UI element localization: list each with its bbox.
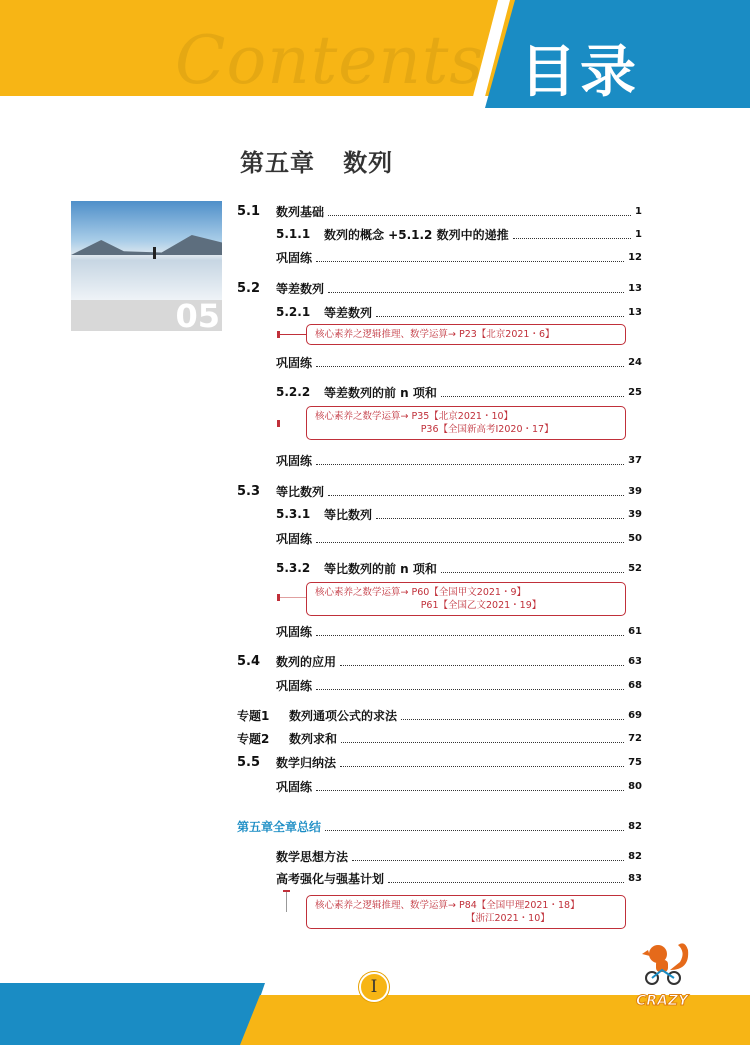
- toc-page: 13: [628, 282, 642, 294]
- toc-title: 等差数列的前 n 项和: [324, 385, 437, 400]
- toc-page: 75: [628, 756, 642, 768]
- toc-page: 1: [635, 205, 642, 217]
- toc-entry[interactable]: [237, 482, 642, 500]
- leader-dots: [441, 396, 624, 397]
- toc-title: 巩固练: [276, 624, 313, 639]
- leader-dots: [328, 292, 624, 293]
- toc-number: 专题1: [237, 708, 270, 723]
- toc-page: 39: [628, 508, 642, 520]
- toc-entry[interactable]: [276, 529, 642, 547]
- toc-number: 5.3: [237, 483, 261, 499]
- toc-title: 巩固练: [276, 355, 313, 370]
- leader-dots: [316, 261, 624, 262]
- toc-entry[interactable]: [237, 729, 642, 747]
- leader-dots: [341, 742, 624, 743]
- footer-blue-band: [0, 983, 265, 1045]
- contents-watermark: Contents: [175, 22, 485, 99]
- leader-dots: [376, 316, 624, 317]
- toc-entry-chapter-summary[interactable]: [237, 817, 642, 835]
- toc-entry[interactable]: [237, 706, 642, 724]
- toc-title: 等比数列: [276, 484, 325, 499]
- toc-number: 专题2: [237, 731, 270, 746]
- toc-number: 5.3.2: [276, 561, 311, 575]
- toc-title: 高考强化与强基计划: [276, 871, 385, 886]
- toc-entry[interactable]: [276, 353, 642, 371]
- leader-dots: [513, 238, 631, 239]
- leader-dots: [316, 542, 624, 543]
- toc-title: 数学归纳法: [276, 755, 337, 770]
- toc-page: 82: [628, 850, 642, 862]
- toc-entry[interactable]: [276, 869, 642, 887]
- chapter-title: 第五章 数列: [240, 148, 394, 177]
- toc-title: 巩固练: [276, 779, 313, 794]
- toc-number: 5.4: [237, 653, 261, 669]
- toc-page: 63: [628, 655, 642, 667]
- toc-page: 61: [628, 625, 642, 637]
- leader-dots: [316, 635, 624, 636]
- toc-page: 82: [628, 820, 642, 832]
- leader-dots: [352, 860, 624, 861]
- toc-number: 5.2.1: [276, 305, 311, 319]
- toc-entry[interactable]: [276, 847, 642, 865]
- leader-dots: [316, 790, 624, 791]
- note-marker: [277, 420, 280, 427]
- note-box: 核心素养之数学运算→ P35【北京2021・10】 P36【全国新高考I2020・17】: [306, 406, 626, 440]
- toc-entry[interactable]: [276, 505, 642, 523]
- toc-number: 5.3.1: [276, 507, 311, 521]
- toc-title: 数列求和: [289, 731, 338, 746]
- toc-page: 13: [628, 306, 642, 318]
- toc-title: 等比数列的前 n 项和: [324, 561, 437, 576]
- mascot-label: CRAZY: [636, 993, 689, 1009]
- note-connector: [280, 597, 306, 598]
- toc-title: 等差数列: [324, 305, 373, 320]
- toc-page: 37: [628, 454, 642, 466]
- page-number: I: [359, 972, 389, 1002]
- toc-number: 5.1: [237, 203, 261, 219]
- leader-dots: [328, 215, 631, 216]
- chapter-badge: 05: [175, 297, 220, 335]
- toc-title: 巩固练: [276, 250, 313, 265]
- leader-dots: [316, 689, 624, 690]
- toc-entry[interactable]: [237, 279, 642, 297]
- toc-page: 80: [628, 780, 642, 792]
- toc-entry[interactable]: [276, 622, 642, 640]
- note-connector: [280, 334, 306, 335]
- note-box: 核心素养之逻辑推理、数学运算→ P23【北京2021・6】: [306, 324, 626, 345]
- toc-title: 巩固练: [276, 453, 313, 468]
- toc-title: 数列的概念 +5.1.2 数列中的递推: [324, 227, 509, 242]
- leader-dots: [316, 366, 624, 367]
- toc-title: 巩固练: [276, 678, 313, 693]
- toc-entry[interactable]: [237, 202, 642, 220]
- toc-page: 68: [628, 679, 642, 691]
- leader-dots: [388, 882, 624, 883]
- toc-title: 数列的应用: [276, 654, 337, 669]
- toc-title: 等差数列: [276, 281, 325, 296]
- leader-dots: [328, 495, 624, 496]
- leader-dots: [325, 830, 624, 831]
- fox-mascot-icon: [640, 940, 695, 985]
- toc-title: 等比数列: [324, 507, 373, 522]
- toc-entry[interactable]: [276, 676, 642, 694]
- toc-title: 数学思想方法: [276, 849, 349, 864]
- toc-page: 72: [628, 732, 642, 744]
- leader-dots: [441, 572, 624, 573]
- toc-entry[interactable]: [237, 753, 642, 771]
- toc-entry[interactable]: [276, 225, 642, 243]
- toc-title: 第五章全章总结: [237, 819, 322, 834]
- toc-page: 1: [635, 228, 642, 240]
- leader-dots: [401, 719, 624, 720]
- toc-entry[interactable]: [276, 451, 642, 469]
- toc-number: 5.2.2: [276, 385, 311, 399]
- page-title: 目录: [520, 40, 640, 105]
- leader-dots: [376, 518, 624, 519]
- toc-page: 39: [628, 485, 642, 497]
- toc-number: 5.2: [237, 280, 261, 296]
- note-box: 核心素养之数学运算→ P60【全国甲文2021・9】 P61【全国乙文2021・19】: [306, 582, 626, 616]
- toc-entry[interactable]: [276, 383, 642, 401]
- note-box: 核心素养之逻辑推理、数学运算→ P84【全国甲理2021・18】 【浙江2021・10】: [306, 895, 626, 929]
- toc-page: 50: [628, 532, 642, 544]
- toc-entry[interactable]: [276, 559, 642, 577]
- toc-number: 5.1.1: [276, 227, 311, 241]
- toc-page: 25: [628, 386, 642, 398]
- toc-entry[interactable]: [276, 248, 642, 266]
- toc-page: 24: [628, 356, 642, 368]
- photo-person: [153, 247, 156, 259]
- toc-title: 巩固练: [276, 531, 313, 546]
- toc-page: 52: [628, 562, 642, 574]
- toc-page: 83: [628, 872, 642, 884]
- toc-title: 数列基础: [276, 204, 325, 219]
- note-connector: [286, 892, 287, 912]
- toc-entry[interactable]: [237, 652, 642, 670]
- toc-entry[interactable]: [276, 303, 642, 321]
- toc-number: 5.5: [237, 754, 261, 770]
- toc-entry[interactable]: [276, 777, 642, 795]
- leader-dots: [340, 665, 624, 666]
- toc-page: 69: [628, 709, 642, 721]
- leader-dots: [316, 464, 624, 465]
- leader-dots: [340, 766, 624, 767]
- toc-page: 12: [628, 251, 642, 263]
- toc-title: 数列通项公式的求法: [289, 708, 398, 723]
